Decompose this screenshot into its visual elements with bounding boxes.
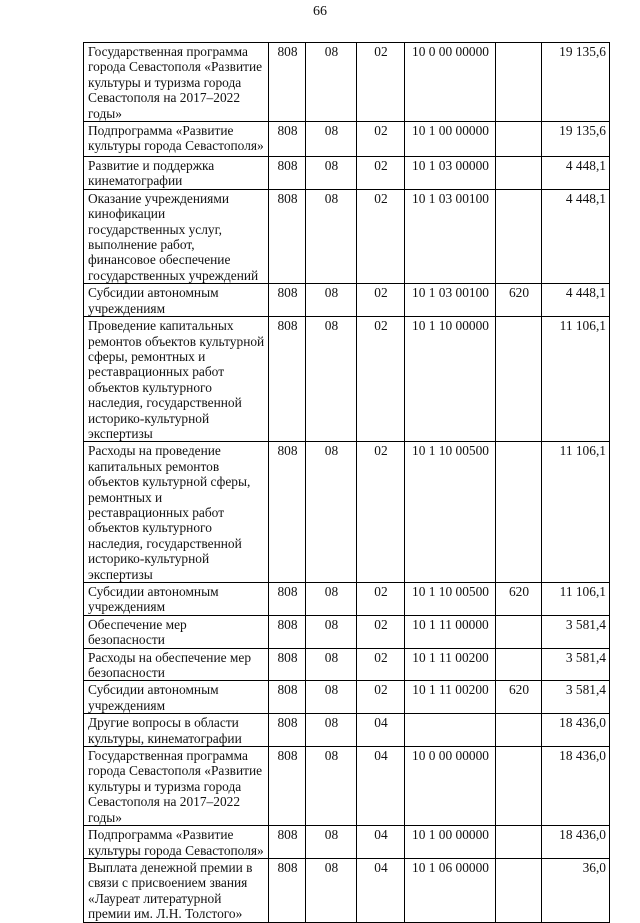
expense-type-cell — [496, 43, 542, 122]
razdel-cell: 08 — [306, 681, 357, 714]
target-article-cell: 10 1 03 00100 — [405, 284, 496, 317]
target-article-cell: 10 1 11 00200 — [405, 648, 496, 681]
target-article-cell — [405, 714, 496, 747]
name-cell: Государственная программа города Севастополя «Развитие культуры и туризма города Севастополя на 2017–2022 годы» — [84, 43, 269, 122]
expense-type-cell — [496, 122, 542, 157]
glava-cell: 808 — [269, 284, 306, 317]
sum-cell: 11 106,1 — [542, 583, 610, 616]
razdel-cell: 08 — [306, 317, 357, 442]
name-cell: Обеспечение мер безопасности — [84, 615, 269, 648]
podrazdel-cell: 04 — [357, 747, 405, 826]
razdel-cell: 08 — [306, 615, 357, 648]
razdel-cell: 08 — [306, 747, 357, 826]
sum-cell: 18 436,0 — [542, 826, 610, 859]
glava-cell: 808 — [269, 317, 306, 442]
table-row — [84, 43, 610, 122]
expense-type-cell — [496, 858, 542, 922]
expense-type-cell: 620 — [496, 583, 542, 616]
table-row — [84, 583, 610, 616]
table-row — [84, 648, 610, 681]
table-row — [84, 122, 610, 157]
razdel-cell: 08 — [306, 43, 357, 122]
name-cell: Субсидии автономным учреждениям — [84, 583, 269, 616]
glava-cell: 808 — [269, 122, 306, 157]
glava-cell: 808 — [269, 747, 306, 826]
glava-cell: 808 — [269, 43, 306, 122]
name-cell: Подпрограмма «Развитие культуры города Севастополя» — [84, 122, 269, 157]
razdel-cell: 08 — [306, 284, 357, 317]
name-cell: Развитие и поддержка кинематографии — [84, 157, 269, 190]
table-row — [84, 826, 610, 859]
target-article-cell: 10 1 03 00000 — [405, 157, 496, 190]
podrazdel-cell: 04 — [357, 826, 405, 859]
table-row — [84, 681, 610, 714]
sum-cell: 19 135,6 — [542, 43, 610, 122]
name-cell: Государственная программа города Севастополя «Развитие культуры и туризма города Севастополя на 2017–2022 годы» — [84, 747, 269, 826]
target-article-cell: 10 0 00 00000 — [405, 43, 496, 122]
glava-cell: 808 — [269, 157, 306, 190]
podrazdel-cell: 02 — [357, 43, 405, 122]
expense-type-cell — [496, 714, 542, 747]
podrazdel-cell: 02 — [357, 681, 405, 714]
razdel-cell: 08 — [306, 189, 357, 283]
podrazdel-cell: 02 — [357, 615, 405, 648]
glava-cell: 808 — [269, 615, 306, 648]
sum-cell: 18 436,0 — [542, 747, 610, 826]
podrazdel-cell: 04 — [357, 858, 405, 922]
razdel-cell: 08 — [306, 157, 357, 190]
sum-cell: 3 581,4 — [542, 681, 610, 714]
glava-cell: 808 — [269, 583, 306, 616]
expense-type-cell — [496, 648, 542, 681]
razdel-cell: 08 — [306, 442, 357, 583]
name-cell: Расходы на обеспечение мер безопасности — [84, 648, 269, 681]
name-cell: Субсидии автономным учреждениям — [84, 284, 269, 317]
podrazdel-cell: 02 — [357, 284, 405, 317]
sum-cell: 19 135,6 — [542, 122, 610, 157]
name-cell: Подпрограмма «Развитие культуры города Севастополя» — [84, 826, 269, 859]
podrazdel-cell: 02 — [357, 648, 405, 681]
target-article-cell: 10 1 11 00000 — [405, 615, 496, 648]
target-article-cell: 10 0 00 00000 — [405, 747, 496, 826]
glava-cell: 808 — [269, 714, 306, 747]
expense-type-cell — [496, 442, 542, 583]
name-cell: Расходы на проведение капитальных ремонтов объектов культурной сферы, ремонтных и реставрационных работ объектов культурного наследия, государственной историко-культурной экспертизы — [84, 442, 269, 583]
podrazdel-cell: 02 — [357, 317, 405, 442]
table-row — [84, 714, 610, 747]
expense-type-cell — [496, 317, 542, 442]
podrazdel-cell: 02 — [357, 122, 405, 157]
glava-cell: 808 — [269, 826, 306, 859]
target-article-cell: 10 1 10 00000 — [405, 317, 496, 442]
expense-type-cell — [496, 826, 542, 859]
glava-cell: 808 — [269, 189, 306, 283]
sum-cell: 36,0 — [542, 858, 610, 922]
target-article-cell: 10 1 03 00100 — [405, 189, 496, 283]
sum-cell: 4 448,1 — [542, 284, 610, 317]
table-row — [84, 615, 610, 648]
table-row — [84, 747, 610, 826]
table-row — [84, 284, 610, 317]
page-number: 66 — [313, 4, 327, 19]
table-row — [84, 317, 610, 442]
expense-type-cell: 620 — [496, 681, 542, 714]
target-article-cell: 10 1 10 00500 — [405, 583, 496, 616]
table-row — [84, 442, 610, 583]
sum-cell: 4 448,1 — [542, 157, 610, 190]
glava-cell: 808 — [269, 648, 306, 681]
podrazdel-cell: 04 — [357, 714, 405, 747]
target-article-cell: 10 1 10 00500 — [405, 442, 496, 583]
name-cell: Оказание учреждениями кинофикации государственных услуг, выполнение работ, финансовое обеспечение государственных учреждений — [84, 189, 269, 283]
target-article-cell: 10 1 00 00000 — [405, 826, 496, 859]
budget-table — [83, 42, 610, 923]
podrazdel-cell: 02 — [357, 442, 405, 583]
sum-cell: 3 581,4 — [542, 648, 610, 681]
expense-type-cell — [496, 615, 542, 648]
table-row — [84, 157, 610, 190]
name-cell: Выплата денежной премии в связи с присвоением звания «Лауреат литературной премии им. Л.Н. Толстого» — [84, 858, 269, 922]
expense-type-cell: 620 — [496, 284, 542, 317]
target-article-cell: 10 1 00 00000 — [405, 122, 496, 157]
razdel-cell: 08 — [306, 826, 357, 859]
razdel-cell: 08 — [306, 858, 357, 922]
podrazdel-cell: 02 — [357, 189, 405, 283]
name-cell: Субсидии автономным учреждениям — [84, 681, 269, 714]
sum-cell: 11 106,1 — [542, 442, 610, 583]
razdel-cell: 08 — [306, 122, 357, 157]
podrazdel-cell: 02 — [357, 157, 405, 190]
sum-cell: 11 106,1 — [542, 317, 610, 442]
name-cell: Другие вопросы в области культуры, кинематографии — [84, 714, 269, 747]
glava-cell: 808 — [269, 681, 306, 714]
glava-cell: 808 — [269, 858, 306, 922]
sum-cell: 4 448,1 — [542, 189, 610, 283]
expense-type-cell — [496, 157, 542, 190]
expense-type-cell — [496, 747, 542, 826]
sum-cell: 3 581,4 — [542, 615, 610, 648]
sum-cell: 18 436,0 — [542, 714, 610, 747]
razdel-cell: 08 — [306, 648, 357, 681]
razdel-cell: 08 — [306, 583, 357, 616]
target-article-cell: 10 1 06 00000 — [405, 858, 496, 922]
table-row — [84, 189, 610, 283]
table-row — [84, 858, 610, 922]
glava-cell: 808 — [269, 442, 306, 583]
name-cell: Проведение капитальных ремонтов объектов культурной сферы, ремонтных и реставрационных работ объектов культурного наследия, государственной историко-культурной экспертизы — [84, 317, 269, 442]
razdel-cell: 08 — [306, 714, 357, 747]
expense-type-cell — [496, 189, 542, 283]
target-article-cell: 10 1 11 00200 — [405, 681, 496, 714]
podrazdel-cell: 02 — [357, 583, 405, 616]
